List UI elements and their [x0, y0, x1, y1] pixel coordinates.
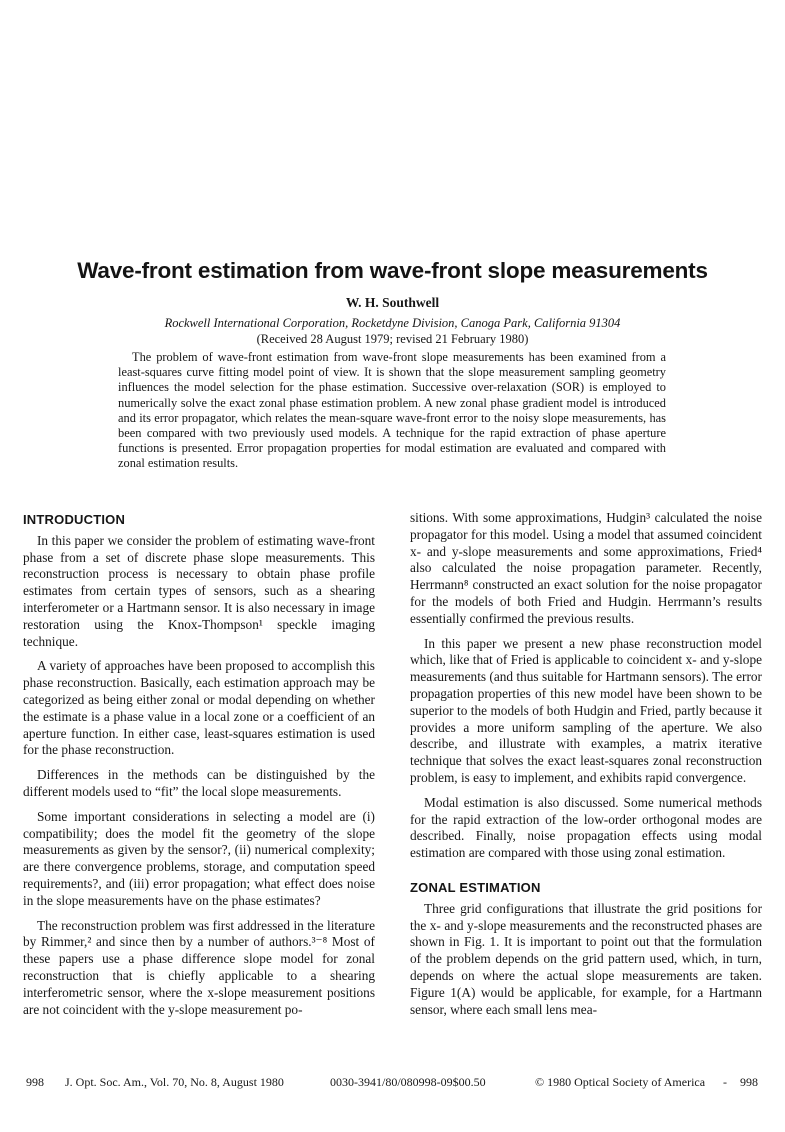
footer-code: 0030-3941/80/080998-09$00.50 — [330, 1075, 486, 1089]
paragraph: Three grid configurations that illustrate the grid positions for the x- and y-slope measurements and the reconstructed phases are shown in Fig. 1. It is important to point out that the formulation of the problem depends on the grid pattern used, which, in turn, depends on where the actual slope measurements are taken. Figure 1(A) would be applicable, for example, for a Hartmann sensor, where each small lens mea- — [410, 900, 762, 1017]
paragraph: Differences in the methods can be distinguished by the different models used to “fit” the local slope measurements. — [23, 767, 375, 799]
right-column — [410, 510, 762, 1026]
author-affiliation: Rockwell International Corporation, Rocketdyne Division, Canoga Park, California 91304 — [164, 316, 621, 330]
author-name: W. H. Southwell — [345, 295, 440, 310]
paper-title: Wave-front estimation from wave-front slope measurements — [77, 258, 708, 283]
paragraph: In this paper we present a new phase reconstruction model which, like that of Fried is applicable to coincident x- and y-slope measurements (and thus suitable for Hartmann sensors). The error propagation properties of this new model have been shown to be superior to the models of both Hudgin and Fried, partly because it provides a more uniform sampling of the aperture. We also describe, and illustrate with examples, a matrix iterative technique that solves the exact least-squares zonal reconstruction problem, is easy to implement, and exhibits rapid convergence. — [410, 635, 762, 785]
left-column — [23, 510, 375, 1026]
paragraph: The reconstruction problem was first addressed in the literature by Rimmer,² and since then by a number of authors.³⁻⁸ Most of these papers use a phase difference slope model for zonal reconstruction that is chiefly applicable to a shearing interferometric sensor, where the x-slope measurement positions are not coincident with the y-slope measurement po- — [23, 917, 375, 1017]
footer-dash: - — [723, 1075, 727, 1089]
abstract: The problem of wave-front estimation from wave-front slope measurements has been examined from a least-squares curve fitting model point of view. It is shown that the slope measurement sampling geometry influences the model selection for the phase estimation. Successive over-relaxation (SOR) is employed to numerically solve the exact zonal phase estimation problem. A new zonal phase gradient model is introduced and its error propagator, which relates the mean-square wave-front error to the noisy slope measurements, has been compared with two previously used models. A technique for the rapid extraction of phase aperture functions is presented. Error propagation properties for modal estimation are evaluated and compared with zonal estimation results. — [118, 350, 666, 471]
paragraph: In this paper we consider the problem of estimating wave-front phase from a set of discrete phase slope measurements. This reconstruction process is necessary to obtain phase profile estimates from certain types of sensors, such as a shearing interferometer or a Hartmann sensor. It is also necessary in image restoration using the Knox-Thompson¹ speckle imaging technique. — [23, 532, 375, 649]
footer-journal-citation: J. Opt. Soc. Am., Vol. 70, No. 8, August 1980 — [65, 1075, 284, 1089]
paragraph: A variety of approaches have been proposed to accomplish this phase reconstruction. Basically, each estimation approach may be categorized as being either zonal or modal depending on whether the estimate is a phase value in a local zone or a coefficient of an aperture function. In either case, least-squares estimation is used for the phase reconstruction. — [23, 658, 375, 758]
footer-copyright: © 1980 Optical Society of America — [535, 1075, 706, 1089]
footer-page-number-left: 998 — [26, 1075, 44, 1089]
paragraph-continued: sitions. With some approximations, Hudgin³ calculated the noise propagator for this model. Using a model that assumed coincident x- and y-slope measurements and some approximations, Fried⁴ also calculated the noise propagation parameter. Recently, Herrmann⁸ constructed an exact solution for the noise propagator for the models of both Fried and Hudgin. Herrmann’s results essentially confirmed the previous results. — [410, 510, 762, 626]
paragraph: Modal estimation is also discussed. Some numerical methods for the rapid extraction of the low-order orthogonal modes are described. Finally, noise propagation effects using modal estimation are compared with those using zonal estimation. — [410, 794, 762, 861]
section-heading-introduction: INTRODUCTION — [23, 512, 126, 527]
paragraph: Some important considerations in selecting a model are (i) compatibility; does the model fit the geometry of the slope measurements as given by the sensor?, (ii) numerical complexity; are there convergence problems, storage, and computation speed requirements?, and (iii) error propagation; what effect does noise in the slope measurements have on the phase estimates? — [23, 808, 375, 908]
footer-page-number-right: 998 — [740, 1075, 758, 1089]
received-dates: (Received 28 August 1979; revised 21 February 1980) — [256, 332, 529, 346]
section-heading-zonal-estimation: ZONAL ESTIMATION — [410, 879, 541, 895]
